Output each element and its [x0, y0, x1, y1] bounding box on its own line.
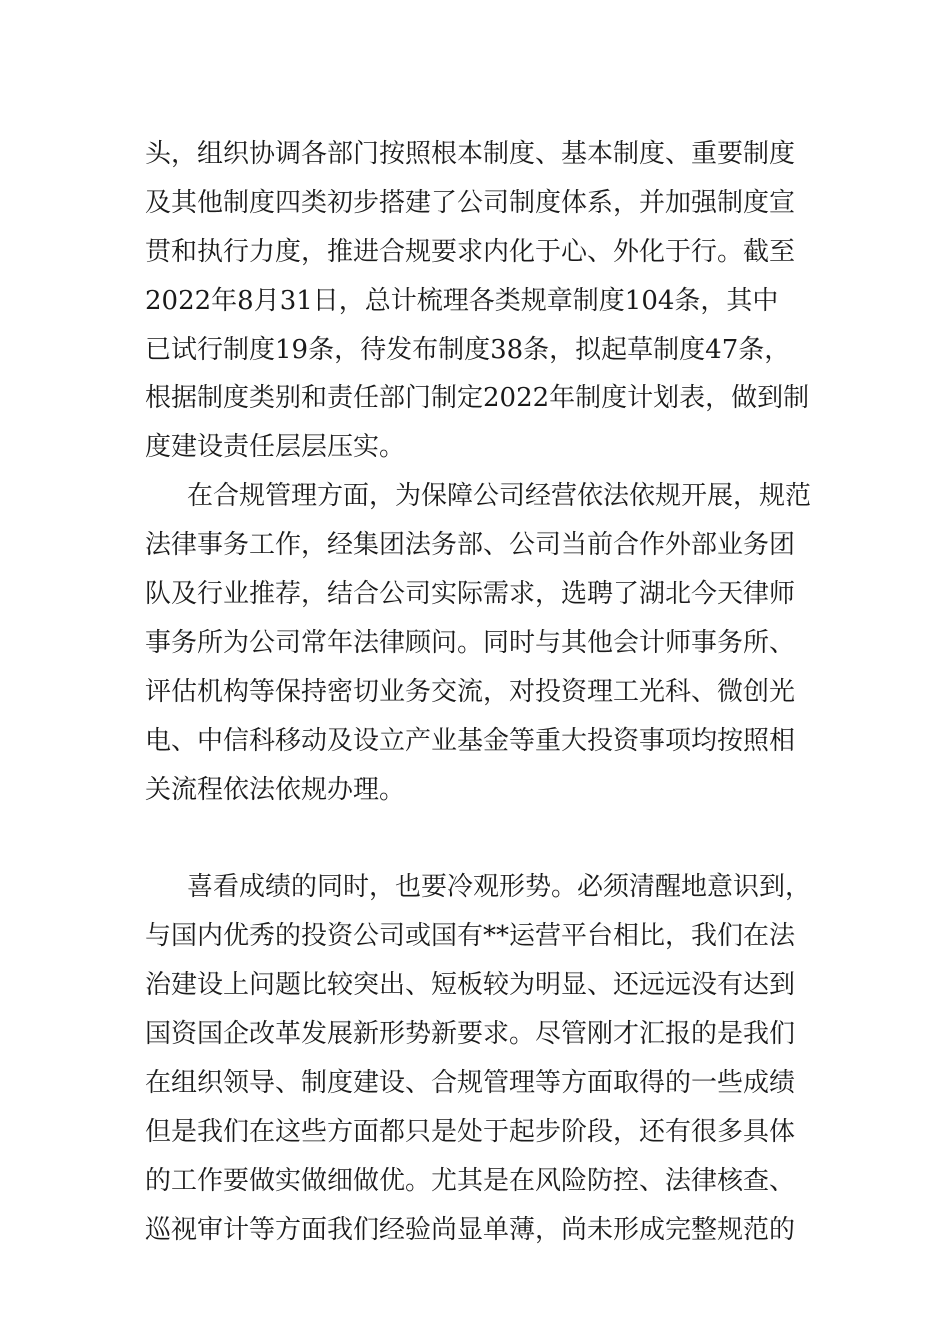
- text-line: 评估机构等保持密切业务交流，对投资理工光科、微创光: [145, 676, 796, 707]
- text-line: 根据制度类别和责任部门制定2022年制度计划表，做到制: [145, 383, 810, 414]
- text-line: 与国内优秀的投资公司或国有**运营平台相比，我们在法: [145, 921, 796, 952]
- text-line: 2022年8月31日，总计梳理各类规章制度104条，其中: [145, 285, 779, 316]
- paragraph-2: [145, 472, 825, 863]
- text-line: 治建设上问题比较突出、短板较为明显、还远远没有达到: [145, 970, 796, 1001]
- text-line: 度建设责任层层压实。: [145, 432, 406, 463]
- paragraph-1: [145, 130, 825, 472]
- text-line: 已试行制度19条，待发布制度38条，拟起草制度47条，: [145, 334, 791, 365]
- text-line: 电、中信科移动及设立产业基金等重大投资事项均按照相: [145, 725, 796, 756]
- text-line: 的工作要做实做细做优。尤其是在风险防控、法律核查、: [145, 1165, 796, 1196]
- text-line: 巡视审计等方面我们经验尚显单薄，尚未形成完整规范的: [145, 1214, 796, 1245]
- text-line: 事务所为公司常年法律顾问。同时与其他会计师事务所、: [145, 627, 796, 658]
- text-line: 关流程依法依规办理。: [145, 774, 406, 805]
- text-line: 在组织领导、制度建设、合规管理等方面取得的一些成绩: [145, 1067, 796, 1098]
- text-line: 头，组织协调各部门按照根本制度、基本制度、重要制度: [145, 139, 796, 169]
- text-line: 国资国企改革发展新形势新要求。尽管刚才汇报的是我们: [145, 1019, 796, 1050]
- paragraph-3: [145, 863, 825, 1254]
- text-line: 及其他制度四类初步搭建了公司制度体系，并加强制度宣: [145, 187, 796, 218]
- document-body: [145, 130, 825, 1254]
- text-line: 法律事务工作，经集团法务部、公司当前合作外部业务团: [145, 530, 796, 561]
- text-line: 贯和执行力度，推进合规要求内化于心、外化于行。截至: [145, 236, 796, 267]
- text-line: 队及行业推荐，结合公司实际需求，选聘了湖北今天律师: [145, 579, 796, 610]
- text-line: [145, 814, 825, 863]
- text-line: 喜看成绩的同时，也要冷观形势。必须清醒地意识到，: [187, 872, 812, 903]
- text-line: 但是我们在这些方面都只是处于起步阶段，还有很多具体: [145, 1116, 796, 1147]
- text-line: 在合规管理方面，为保障公司经营依法依规开展，规范: [187, 481, 812, 512]
